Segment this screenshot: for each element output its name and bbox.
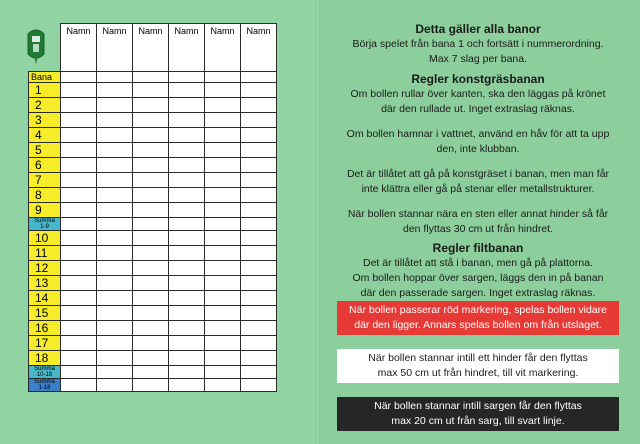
table-row [29, 321, 277, 336]
player-name-header[interactable]: Namn [169, 24, 205, 72]
score-cell[interactable] [241, 218, 277, 231]
score-cell[interactable] [241, 261, 277, 276]
rules-text: Om bollen hamnar i vattnet, använd en håv för att ta upp [346, 128, 610, 140]
score-cell[interactable] [205, 83, 241, 98]
score-cell[interactable] [133, 351, 169, 366]
summa-label [29, 218, 61, 231]
white-rule-line: När bollen stannar intill ett hinder får den flyttas [368, 352, 588, 364]
score-cell[interactable] [97, 83, 133, 98]
score-cell[interactable] [61, 321, 97, 336]
score-cell[interactable] [97, 306, 133, 321]
black-rule-line: När bollen stannar intill sargen får den flyttas [374, 400, 582, 412]
hole-number: 3 [29, 113, 61, 128]
score-cell[interactable] [169, 128, 205, 143]
score-cell[interactable] [61, 72, 97, 83]
hole-number: 7 [29, 173, 61, 188]
rules-text: den flyttas 30 cm ut från hindret. [403, 223, 553, 235]
score-cell[interactable] [97, 158, 133, 173]
rules-text: Börja spelet från bana 1 och fortsätt i nummerordning. [352, 38, 604, 50]
score-cell[interactable] [97, 246, 133, 261]
score-cell[interactable] [133, 336, 169, 351]
player-name-header[interactable]: Namn [205, 24, 241, 72]
table-row [29, 113, 277, 128]
table-row [29, 158, 277, 173]
score-cell[interactable] [241, 291, 277, 306]
table-row [29, 291, 277, 306]
black-marking-rule [337, 397, 619, 431]
score-cell[interactable] [61, 158, 97, 173]
rules-text: Det är tillåtet att gå på konstgräset i banan, men man får [346, 168, 610, 180]
score-cell[interactable] [241, 158, 277, 173]
score-cell[interactable] [133, 158, 169, 173]
score-cell[interactable] [169, 379, 205, 392]
score-cell[interactable] [241, 72, 277, 83]
score-cell[interactable] [97, 203, 133, 218]
score-cell[interactable] [61, 291, 97, 306]
score-cell[interactable] [61, 379, 97, 392]
score-cell[interactable] [133, 276, 169, 291]
score-cell[interactable] [133, 143, 169, 158]
score-cell[interactable] [205, 173, 241, 188]
score-cell[interactable] [205, 158, 241, 173]
score-cell[interactable] [241, 83, 277, 98]
score-cell[interactable] [205, 291, 241, 306]
table-row [29, 143, 277, 158]
score-cell[interactable] [61, 218, 97, 231]
score-cell[interactable] [169, 336, 205, 351]
rules-text: När bollen stannar nära en sten eller annat hinder så får [347, 208, 609, 220]
white-rule-line: max 50 cm ut från hindret, till vit markering. [377, 367, 579, 379]
score-cell[interactable] [241, 246, 277, 261]
score-cell[interactable] [169, 203, 205, 218]
summa-label [29, 379, 61, 392]
corner-cell [29, 24, 61, 72]
score-cell[interactable] [241, 143, 277, 158]
table-row [29, 246, 277, 261]
score-cell[interactable] [61, 143, 97, 158]
score-cell[interactable] [205, 306, 241, 321]
rules-section [336, 22, 620, 431]
score-cell[interactable] [61, 203, 97, 218]
table-row [29, 83, 277, 98]
score-cell[interactable] [97, 218, 133, 231]
hole-number: 17 [29, 336, 61, 351]
score-cell[interactable] [133, 218, 169, 231]
score-cell[interactable] [241, 128, 277, 143]
score-cell[interactable] [61, 351, 97, 366]
summa-label-line: Summa [34, 379, 55, 385]
table-row [29, 128, 277, 143]
score-cell[interactable] [97, 261, 133, 276]
table-row [29, 261, 277, 276]
score-cell[interactable] [133, 246, 169, 261]
score-cell[interactable] [97, 366, 133, 379]
score-cell[interactable] [205, 188, 241, 203]
red-rule-line: När bollen passerar röd markering, spelas bollen vidare [349, 304, 607, 316]
page-fold [316, 0, 319, 444]
hole-number: 6 [29, 158, 61, 173]
score-cell[interactable] [169, 173, 205, 188]
hole-number: 11 [29, 246, 61, 261]
score-cell[interactable] [169, 306, 205, 321]
table-row [29, 98, 277, 113]
player-name-header[interactable]: Namn [133, 24, 169, 72]
summa-label [29, 366, 61, 379]
summa-label-line: Summa [34, 366, 55, 372]
score-cell[interactable] [169, 158, 205, 173]
score-cell[interactable] [97, 143, 133, 158]
score-cell[interactable] [61, 188, 97, 203]
score-cell[interactable] [205, 143, 241, 158]
score-cell[interactable] [133, 366, 169, 379]
score-cell[interactable] [205, 321, 241, 336]
rules-text: inte klättra eller gå på stenar eller metallstrukturer. [361, 183, 595, 195]
score-cell[interactable] [169, 261, 205, 276]
hole-number: 14 [29, 291, 61, 306]
score-cell[interactable] [61, 128, 97, 143]
score-cell[interactable] [97, 276, 133, 291]
score-cell[interactable] [133, 291, 169, 306]
score-cell[interactable] [61, 98, 97, 113]
score-cell[interactable] [169, 98, 205, 113]
score-cell[interactable] [169, 321, 205, 336]
score-cell[interactable] [61, 261, 97, 276]
score-cell[interactable] [241, 231, 277, 246]
score-cell[interactable] [205, 72, 241, 83]
player-name-header[interactable]: Namn [241, 24, 277, 72]
score-cell[interactable] [133, 128, 169, 143]
hole-number: 5 [29, 143, 61, 158]
score-cell[interactable] [61, 231, 97, 246]
hole-number: 9 [29, 203, 61, 218]
table-row [29, 306, 277, 321]
score-cell[interactable] [169, 188, 205, 203]
score-cell[interactable] [205, 203, 241, 218]
table-row [29, 231, 277, 246]
hole-number: 4 [29, 128, 61, 143]
score-cell[interactable] [205, 336, 241, 351]
score-cell[interactable] [133, 231, 169, 246]
table-row [29, 351, 277, 366]
score-cell[interactable] [241, 173, 277, 188]
score-cell[interactable] [169, 143, 205, 158]
rules-heading-filt: Regler filtbanan [432, 241, 524, 255]
score-cell[interactable] [241, 98, 277, 113]
table-row [29, 276, 277, 291]
rules-text: den, inte klubban. [436, 143, 520, 155]
score-cell[interactable] [241, 276, 277, 291]
hole-number: 1 [29, 83, 61, 98]
score-cell[interactable] [97, 379, 133, 392]
score-cell[interactable] [169, 276, 205, 291]
score-cell[interactable] [61, 246, 97, 261]
score-cell[interactable] [61, 83, 97, 98]
hole-number: 15 [29, 306, 61, 321]
score-cell[interactable] [241, 351, 277, 366]
score-cell[interactable] [61, 306, 97, 321]
player-name-header[interactable]: Namn [61, 24, 97, 72]
black-rule-line: max 20 cm ut från sarg, till svart linje. [391, 415, 565, 427]
score-cell[interactable] [241, 321, 277, 336]
score-cell[interactable] [205, 218, 241, 231]
score-cell[interactable] [169, 231, 205, 246]
red-rule-line: där den ligger. Annars spelas bollen om från utslaget. [354, 319, 602, 331]
hole-number: 16 [29, 321, 61, 336]
score-cell[interactable] [61, 276, 97, 291]
score-cell[interactable] [133, 113, 169, 128]
rules-text: Max 7 slag per bana. [428, 53, 528, 65]
rules-heading-konstgras: Regler konstgräsbanan [411, 72, 545, 86]
score-cell[interactable] [97, 231, 133, 246]
table-row [29, 379, 277, 392]
summa-label-line: Summa [34, 218, 55, 224]
hole-number: 18 [29, 351, 61, 366]
score-cell[interactable] [133, 72, 169, 83]
hole-number: 12 [29, 261, 61, 276]
hole-number: 13 [29, 276, 61, 291]
score-cell[interactable] [205, 261, 241, 276]
score-cell[interactable] [169, 113, 205, 128]
score-cell[interactable] [205, 128, 241, 143]
table-row [29, 203, 277, 218]
rules-text: där den rullade ut. Inget extraslag räknas. [381, 103, 575, 115]
score-cell[interactable] [97, 98, 133, 113]
score-cell[interactable] [97, 188, 133, 203]
score-cell[interactable] [61, 173, 97, 188]
score-cell[interactable] [97, 128, 133, 143]
score-cell[interactable] [133, 83, 169, 98]
score-cell[interactable] [169, 291, 205, 306]
hole-number: 8 [29, 188, 61, 203]
score-cell[interactable] [241, 188, 277, 203]
table-row [29, 366, 277, 379]
score-cell[interactable] [133, 188, 169, 203]
player-name-header[interactable]: Namn [97, 24, 133, 72]
score-cell[interactable] [169, 83, 205, 98]
rules-text: Det är tillåtet att stå i banan, men gå på plattorna. [363, 257, 593, 269]
score-cell[interactable] [169, 351, 205, 366]
red-marking-rule [337, 301, 619, 335]
score-cell[interactable] [241, 366, 277, 379]
score-cell[interactable] [97, 291, 133, 306]
score-cell[interactable] [205, 98, 241, 113]
rules-text: Om bollen rullar över kanten, ska den läggas på krönet [350, 88, 606, 100]
bana-label: Bana [29, 72, 61, 83]
rules-text: Om bollen hoppar över sargen, läggs den in på banan [352, 272, 604, 284]
summa-label-line: 10-18 [36, 372, 53, 378]
score-cell[interactable] [205, 379, 241, 392]
table-row [29, 218, 277, 231]
hole-number: 10 [29, 231, 61, 246]
table-row [29, 188, 277, 203]
summa-label-line: 1-9 [40, 224, 49, 230]
score-cell[interactable] [61, 366, 97, 379]
score-cell[interactable] [205, 113, 241, 128]
score-cell[interactable] [169, 72, 205, 83]
score-cell[interactable] [97, 72, 133, 83]
white-marking-rule [337, 349, 619, 383]
score-cell[interactable] [133, 173, 169, 188]
score-cell[interactable] [169, 366, 205, 379]
score-cell[interactable] [205, 231, 241, 246]
score-cell[interactable] [169, 246, 205, 261]
score-cell[interactable] [205, 276, 241, 291]
score-cell[interactable] [97, 173, 133, 188]
score-cell[interactable] [61, 113, 97, 128]
score-cell[interactable] [133, 379, 169, 392]
rules-text: där den passerade sargen. Inget extraslag räknas. [360, 287, 596, 299]
score-cell[interactable] [97, 336, 133, 351]
score-cell[interactable] [205, 366, 241, 379]
score-cell[interactable] [97, 321, 133, 336]
summa-label-line: 1-18 [38, 385, 51, 391]
score-cell[interactable] [133, 321, 169, 336]
score-cell[interactable] [97, 113, 133, 128]
score-cell[interactable] [205, 246, 241, 261]
score-cell[interactable] [241, 379, 277, 392]
score-cell[interactable] [133, 98, 169, 113]
scorecard-table [28, 23, 277, 392]
score-cell[interactable] [241, 336, 277, 351]
score-cell[interactable] [241, 306, 277, 321]
score-cell[interactable] [97, 351, 133, 366]
table-row [29, 173, 277, 188]
score-cell[interactable] [133, 306, 169, 321]
hole-number: 2 [29, 98, 61, 113]
score-cell[interactable] [241, 203, 277, 218]
score-cell[interactable] [169, 218, 205, 231]
score-cell[interactable] [133, 203, 169, 218]
score-cell[interactable] [241, 113, 277, 128]
score-cell[interactable] [133, 261, 169, 276]
score-cell[interactable] [205, 351, 241, 366]
table-row [29, 336, 277, 351]
rules-heading-all: Detta gäller alla banor [415, 22, 541, 36]
score-cell[interactable] [61, 336, 97, 351]
